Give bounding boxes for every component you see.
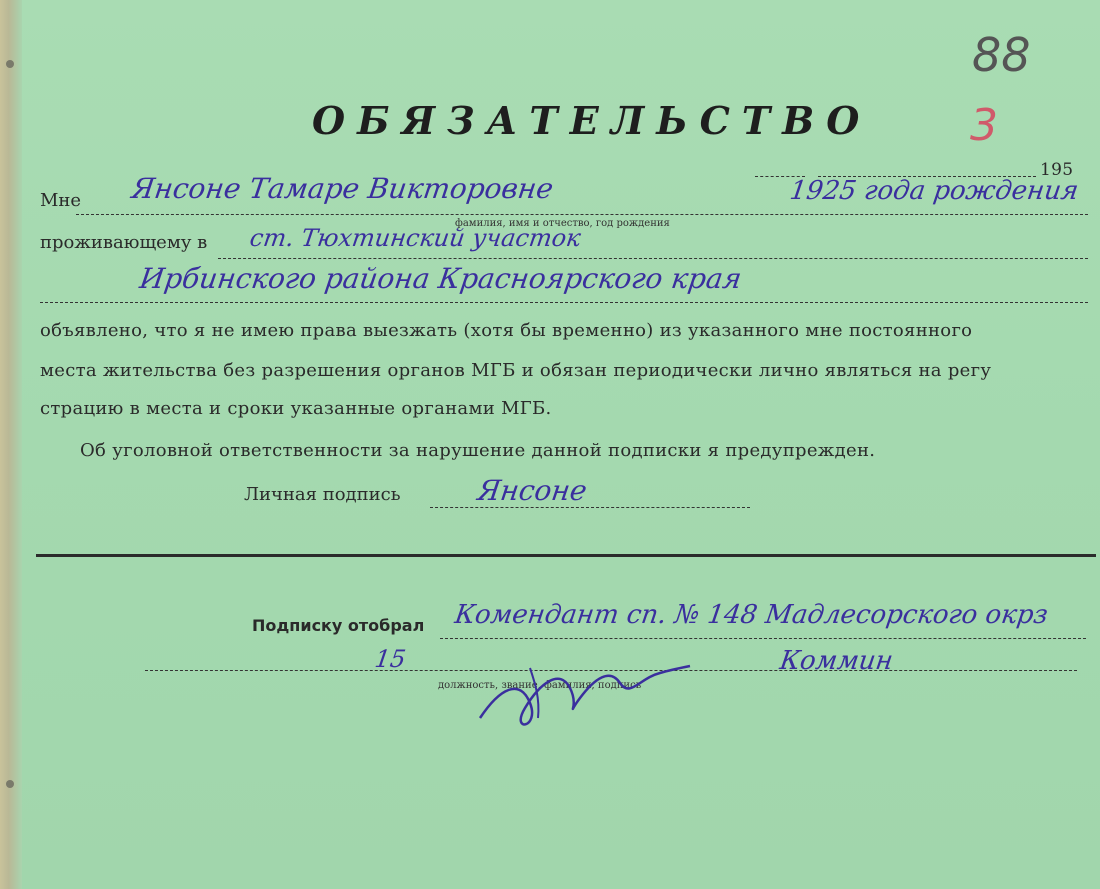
body-line-2: места жительства без разрешения органов МГБ и обязан периодически лично являться на регу [40, 360, 992, 381]
officer-handwritten: Комендант сп. № 148 Мадлесорского окрз [452, 600, 1050, 630]
page-number: 88 [972, 28, 1031, 82]
body-line-3: страцию в места и сроки указанные органами МГБ. [40, 398, 552, 419]
caption-name: фамилия, имя и отчество, год рождения [455, 218, 670, 229]
label-signature: Личная подпись [244, 484, 401, 505]
officer-line [440, 638, 1086, 639]
birth-handwritten: 1925 года рождения [787, 176, 1081, 206]
binding-edge [0, 0, 22, 889]
caption-officer: должность, звание, фамилия, подпись [438, 680, 642, 691]
label-living: проживающему в [40, 232, 208, 253]
address-line-2 [40, 302, 1088, 303]
signature-handwritten: Янсоне [475, 474, 589, 507]
document-title: ОБЯЗАТЕЛЬСТВО [312, 98, 872, 143]
binding-hole [6, 780, 14, 788]
date-year-prefix: 195 [1040, 160, 1074, 180]
separator-line [36, 554, 1096, 557]
signature-line [430, 507, 750, 508]
address-line-1 [218, 258, 1088, 259]
officer-name-handwritten: Коммин [777, 646, 895, 676]
name-handwritten: Янсоне Тамаре Викторовне [129, 172, 556, 205]
page-number-red: 3 [970, 100, 998, 151]
body-line-1: объявлено, что я не имею права выезжать (хотя бы временно) из указанного мне постоянного [40, 320, 973, 341]
address-line1-handwritten: ст. Тюхтинский участок [248, 224, 583, 252]
date-handwritten: 15 [373, 645, 408, 673]
binding-hole [6, 60, 14, 68]
label-taken-by: Подписку отобрал [252, 616, 425, 635]
warning-text: Об уголовной ответственности за нарушение данной подписки я предупрежден. [80, 440, 876, 461]
label-mne: Мне [40, 190, 82, 211]
address-line2-handwritten: Ирбинского района Красноярского края [137, 262, 744, 295]
name-line [76, 214, 1088, 215]
officer-signature-scribble [470, 648, 700, 738]
